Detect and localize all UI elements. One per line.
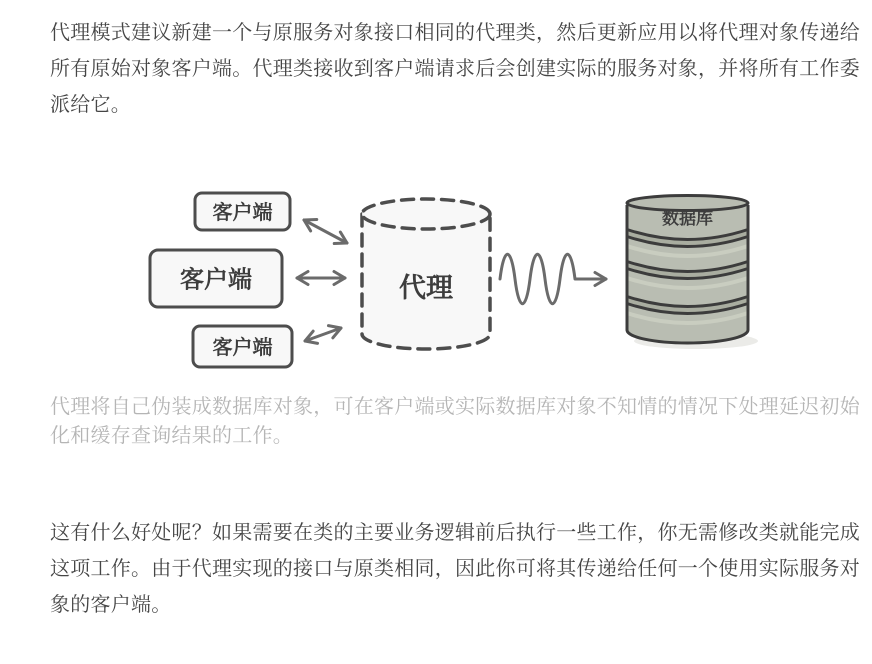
- proxy-cylinder-top: [362, 199, 490, 229]
- proxy-diagram-figure: [140, 183, 780, 383]
- proxy-label: 代理: [399, 273, 453, 303]
- paragraph-proxy-intro: 代理模式建议新建一个与原服务对象接口相同的代理类，然后更新应用以将代理对象传递给所有原始对象客户端。代理类接收到客户端请求后会创建实际的服务对象，并将所有工作委派给它。: [50, 22, 860, 116]
- client-label-top: 客户端: [212, 202, 273, 224]
- figure-caption: 代理将自己伪装成数据库对象，可在客户端或实际数据库对象不知情的情况下处理延迟初始化和缓存查询结果的工作。: [50, 396, 860, 447]
- database-label: 数据库: [662, 209, 713, 228]
- client-label-middle: 客户端: [180, 266, 252, 294]
- proxy-pattern-diagram: [140, 183, 780, 383]
- database-icon: [627, 196, 758, 350]
- client-label-bottom: 客户端: [212, 337, 273, 359]
- paragraph-proxy-benefits: 这有什么好处呢？如果需要在类的主要业务逻辑前后执行一些工作，你无需修改类就能完成这项工作。由于代理实现的接口与原类相同，因此你可将其传递给任何一个使用实际服务对象的客户端。: [50, 522, 860, 616]
- arrow-top-bidirectional: [304, 220, 347, 243]
- sine-wave-arrow: [500, 254, 606, 304]
- arrow-bottom-bidirectional: [305, 328, 341, 341]
